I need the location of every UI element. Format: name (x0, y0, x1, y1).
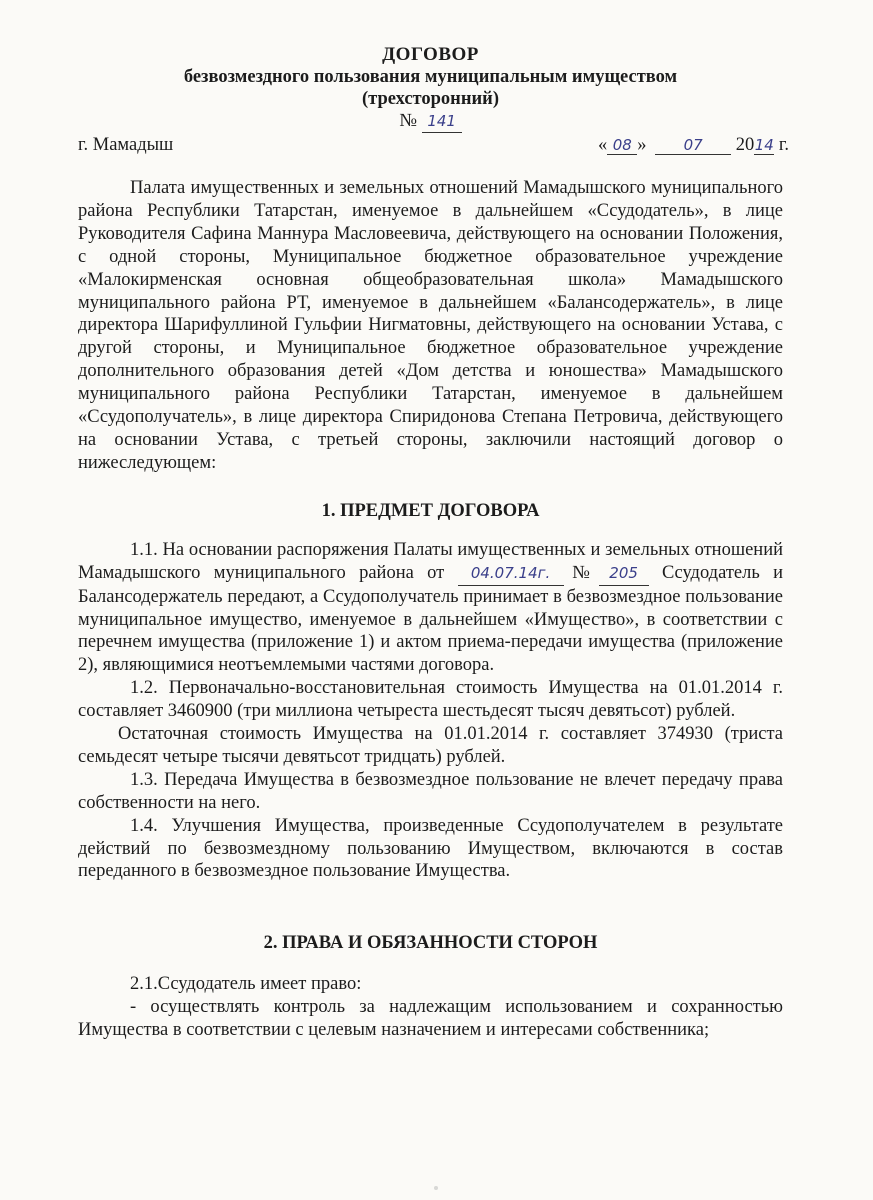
section-1-1-text-b: Ссудодатель и Балансодержатель передают, а Ссудополучатель принимает в безвозмездное пользование муниципальное имущество, именуемое в дальнейшем «Имущество», в соответствии с перечнем имущества (приложение 1) и актом приема-передачи имущества (приложение 2), являющимися неотъемлемыми частями договора. (78, 562, 784, 676)
date-year-unit: г. (778, 135, 789, 155)
date-year-suffix: 14 (754, 136, 774, 154)
section-1-4: 1.4. Улучшения Имущества, произведенные Ссудополучателем в результате действий по безвозмездному пользованию Имуществом, включаются в состав переданного в безвозмездное пользование Имущества. (78, 815, 783, 882)
date-month: 07 (655, 136, 731, 155)
place-date-row (78, 135, 789, 161)
document-number (78, 110, 783, 133)
section-2-1: 2.1.Ссудодатель имеет право: (130, 974, 362, 995)
scan-speck (434, 1186, 438, 1190)
section-1-2: 1.2. Первоначально-восстановительная стоимость Имущества на 01.01.2014 г. составляет 3460900 (три миллиона четыреста шестьдесят тысяч девятьсот) рублей. (78, 678, 783, 722)
order-number-label: № (563, 562, 599, 583)
section-1-2-residual: Остаточная стоимость Имущества на 01.01.2014 г. составляет 374930 (триста семьдесят четыре тысячи девятьсот тридцать) рублей. (78, 724, 783, 767)
city: г. Мамадыш (78, 135, 174, 155)
section-1-1-text-a: 1.1. На основании распоряжения Палаты имущественных и земельных отношений Мамадышского муниципального района от (78, 539, 783, 583)
document-subtitle-2: (трехсторонний) (362, 89, 499, 109)
section-1-heading: 1. ПРЕДМЕТ ДОГОВОРА (321, 500, 540, 521)
number-value-handwritten: 141 (422, 110, 462, 133)
document-title: ДОГОВОР (382, 44, 479, 65)
document-subtitle: безвозмездного пользования муниципальным имуществом (183, 67, 678, 87)
section-2-heading: 2. ПРАВА И ОБЯЗАННОСТИ СТОРОН (263, 933, 598, 954)
section-2-1-item: - осуществлять контроль за надлежащим использованием и сохранностью Имущества в соответствии с целевым назначением и интересами собственника; (78, 997, 783, 1041)
date-year-prefix: 20 (735, 135, 755, 155)
order-date-handwritten: 04.07.14г. (458, 562, 564, 586)
order-number-handwritten: 205 (599, 562, 649, 586)
date-day: 08 (607, 136, 637, 155)
preamble: Палата имущественных и земельных отношений Мамадышского муниципального района Республики Татарстан, именуемое в дальнейшем «Ссудодатель», в лице Руководителя Сафина Маннура Масловеевича, действующего на основании Положения, с одной стороны, Муниципальное бюджетное образовательное учреждение «Малокирменская основная общеобразовательная школа» Мамадышского муниципального района РТ, именуемое в дальнейшем «Балансодержатель», в лице директора Шарифуллиной Гульфии Нигматовны, действующего на основании Устава, с другой стороны, и Муниципальное бюджетное образовательное учреждение дополнительного образования детей «Дом детства и юношества» Мамадышского муниципального района Республики Татарстан, именуемое в дальнейшем «Ссудополучатель», в лице директора Спиридонова Степана Петровича, действующего на основании Устава, с третьей стороны, заключили настоящий договор о нижеследующем: (78, 178, 783, 473)
section-1-3: 1.3. Передача Имущества в безвозмездное пользование не влечет передачу права собственности на него. (78, 769, 783, 813)
document-page (78, 44, 789, 1042)
contract-date (598, 135, 789, 156)
section-1-1 (78, 539, 783, 677)
document-header (78, 44, 783, 133)
number-label: № (399, 111, 418, 131)
quote-open: « (597, 135, 608, 155)
quote-close: » (637, 135, 647, 155)
